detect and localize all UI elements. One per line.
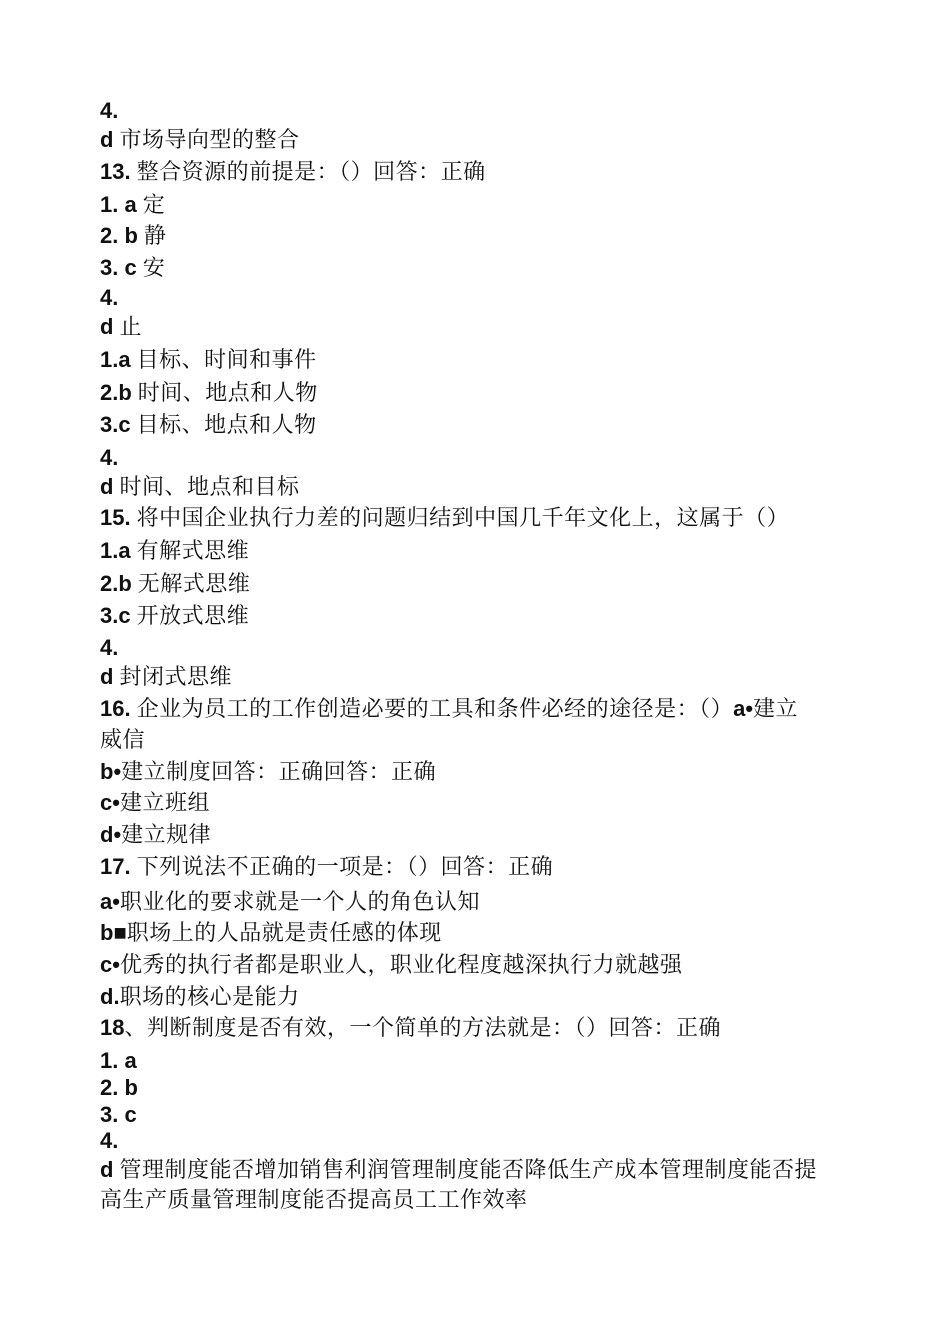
option-line [100, 312, 142, 343]
option-line [100, 221, 166, 252]
question-text: 下列说法不正确的一项是：（）回答：正确 [136, 855, 554, 880]
option-line [100, 190, 165, 221]
question-text: 将中国企业执行力差的问题归结到中国几千年文化上，这属于（） [136, 506, 790, 531]
option-text: 开放式思维 [136, 604, 250, 629]
text-line [100, 725, 145, 756]
option-marker: 1. a [100, 192, 137, 217]
line-marker: 4. [100, 98, 119, 123]
question-number: 18 [100, 1015, 125, 1040]
line-text: 高生产质量管理制度能否提高员工工作效率 [100, 1188, 528, 1213]
option-text: 建立班组 [119, 791, 210, 816]
option-text: 建立制度回答：正确回答：正确 [121, 760, 437, 785]
option-marker: d [100, 314, 114, 339]
option-marker: 1. a [100, 1048, 137, 1073]
option-marker: 4. [100, 285, 119, 310]
option-line [100, 569, 250, 600]
option-marker: 4. [100, 635, 119, 660]
question-text: 企业为员工的工作创造必要的工具和条件必经的途径是：（） [136, 697, 734, 722]
option-line [100, 378, 318, 409]
option-marker: 4. [100, 445, 119, 470]
option-text: 无解式思维 [137, 572, 251, 597]
option-marker: 2. b [100, 1075, 138, 1100]
option-text: 职场上的人品就是责任感的体现 [126, 921, 442, 946]
option-line [100, 950, 682, 981]
option-line [100, 1126, 118, 1157]
line-text: 威信 [100, 728, 146, 753]
option-text: 时间、地点和目标 [119, 475, 300, 500]
option-line [100, 757, 436, 788]
option-marker: 4. [100, 1128, 119, 1153]
option-text: 职业化的要求就是一个人的角色认知 [119, 890, 480, 915]
question-text: 整合资源的前提是：（）回答：正确 [136, 160, 486, 185]
option-marker: d [100, 474, 114, 499]
question-number: 17. [100, 854, 131, 879]
question-number: 15. [100, 505, 131, 530]
question-number: 13. [100, 159, 131, 184]
option-text: 职场的核心是能力 [119, 985, 300, 1010]
option-marker: 3. c [100, 1102, 137, 1127]
option-line [100, 601, 249, 632]
option-line [100, 982, 300, 1013]
option-line [100, 662, 232, 693]
option-line [100, 820, 211, 851]
option-marker: 3.c [100, 603, 131, 628]
option-marker: d. [100, 984, 120, 1009]
option-marker: d [100, 1157, 114, 1182]
option-text: 安 [142, 256, 166, 281]
line-text: 市场导向型的整合 [119, 128, 300, 153]
option-marker: b• [100, 759, 122, 784]
option-text: 定 [142, 193, 166, 218]
option-line [100, 918, 442, 949]
option-line [100, 472, 299, 503]
option-marker: 3.c [100, 412, 131, 437]
option-marker: b■ [100, 920, 127, 945]
option-line [100, 887, 480, 918]
option-text: 封闭式思维 [119, 665, 232, 690]
option-line [100, 1155, 817, 1186]
question-line [100, 852, 553, 883]
option-marker: 2.b [100, 380, 132, 405]
option-line [100, 443, 118, 474]
option-text: 管理制度能否增加销售利润管理制度能否降低生产成本管理制度能否提 [119, 1158, 817, 1183]
option-marker: 1.a [100, 347, 131, 372]
line-marker: d [100, 127, 114, 152]
option-text: 建立规律 [121, 823, 212, 848]
option-line [100, 345, 317, 376]
option-marker: 2. b [100, 223, 138, 248]
question-text: 、判断制度是否有效，一个简单的方法就是：（）回答：正确 [124, 1016, 721, 1041]
option-marker: 2.b [100, 571, 132, 596]
text-line [100, 125, 299, 156]
option-marker: 1.a [100, 538, 131, 563]
option-line [100, 253, 165, 284]
option-marker: a• [733, 696, 754, 721]
option-line [100, 536, 249, 567]
option-text: 时间、地点和人物 [137, 381, 318, 406]
option-text: 止 [119, 315, 142, 340]
option-marker: a• [100, 889, 120, 914]
option-text: 静 [143, 224, 167, 249]
question-line [100, 157, 486, 188]
text-line [100, 1185, 528, 1216]
option-text: 目标、地点和人物 [136, 413, 317, 438]
option-line [100, 283, 118, 314]
option-marker: d [100, 664, 114, 689]
option-line [100, 633, 118, 664]
text-line [100, 96, 118, 127]
option-line [100, 410, 317, 441]
option-marker: c• [100, 790, 120, 815]
option-text: 有解式思维 [136, 539, 250, 564]
option-marker: c• [100, 952, 120, 977]
option-marker: 3. c [100, 255, 137, 280]
question-line [100, 503, 789, 534]
option-text: 目标、时间和事件 [136, 348, 317, 373]
option-text: 建立 [753, 697, 799, 722]
option-marker: d• [100, 822, 122, 847]
question-number: 16. [100, 696, 131, 721]
option-text: 优秀的执行者都是职业人，职业化程度越深执行力就越强 [119, 953, 683, 978]
question-line [100, 694, 798, 725]
option-line [100, 788, 210, 819]
question-line [100, 1013, 721, 1044]
